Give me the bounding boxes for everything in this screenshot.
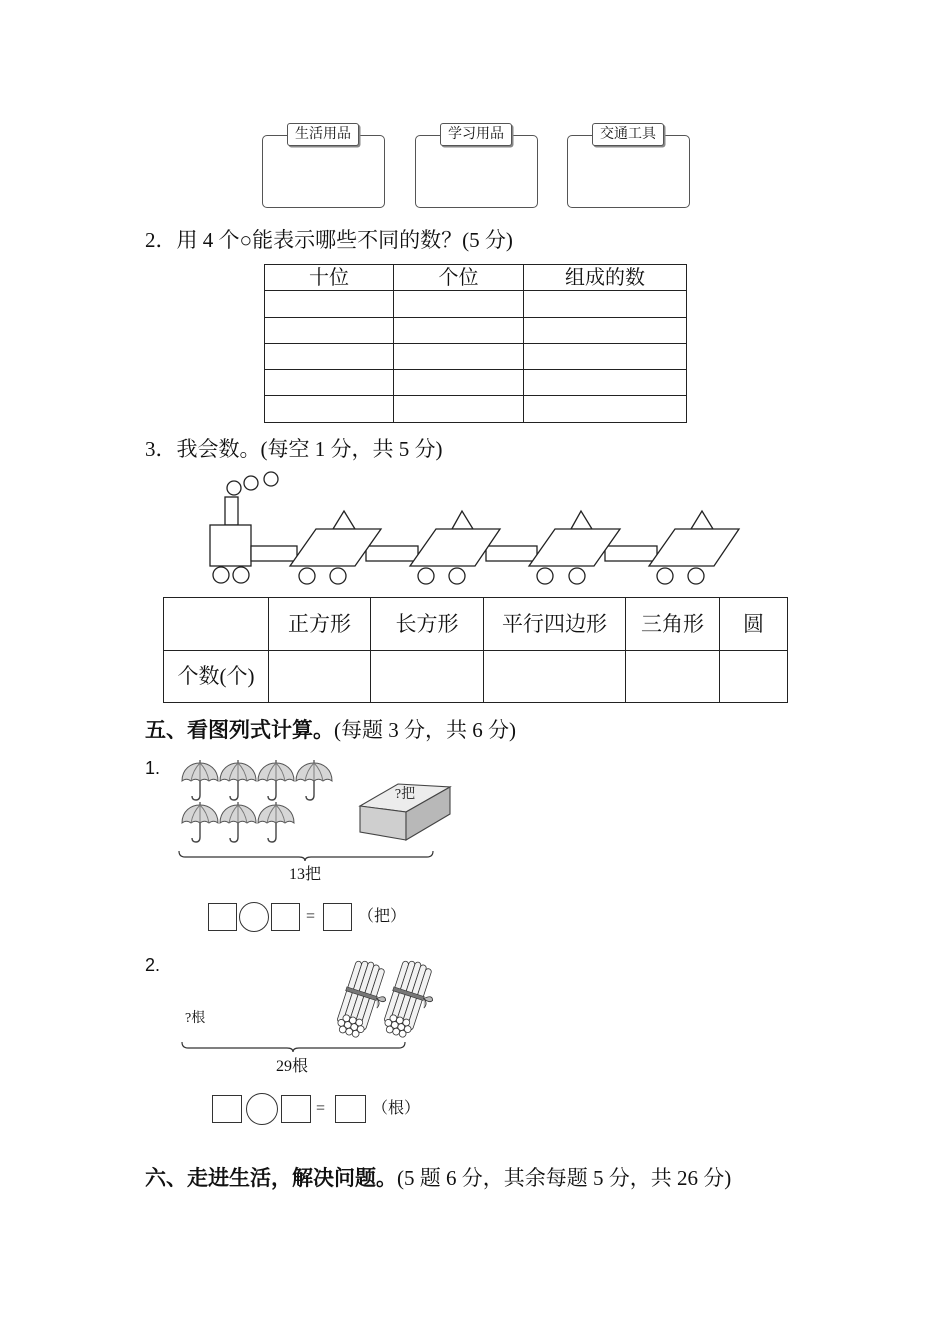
table-cell: [394, 343, 524, 369]
section-6-heading: [145, 1166, 731, 1190]
umbrella-icon: [296, 760, 332, 800]
table-cell: [524, 343, 687, 369]
table-cell: [394, 370, 524, 396]
table-row: [265, 291, 687, 317]
wheel-circle: [233, 567, 249, 583]
umbrella-icon: [220, 802, 256, 842]
wheel-circle: [688, 568, 704, 584]
wheel-circle: [537, 568, 553, 584]
table-cell: [394, 396, 524, 422]
table-header-row: [164, 598, 788, 651]
table-cell: [524, 291, 687, 317]
unknown-label: ?根: [185, 1011, 206, 1026]
answer-box: [335, 1095, 366, 1123]
category-box-study-items: [415, 127, 538, 208]
car-triangle: [691, 511, 713, 529]
shape-train-figure: [200, 465, 750, 590]
table-header-row: [265, 265, 687, 291]
connector-rectangle: [366, 546, 418, 561]
table-cell: [524, 317, 687, 343]
connector-rectangle: [605, 546, 657, 561]
car-parallelogram: [649, 529, 739, 566]
answer-box: [212, 1095, 242, 1123]
table-cell: [265, 396, 394, 422]
category-tab-label: 生活用品: [287, 123, 359, 146]
connector-rectangle: [251, 546, 297, 561]
table-cell: [484, 651, 626, 703]
table-cell: [265, 370, 394, 396]
table-row: [164, 651, 788, 703]
umbrella-icon: [182, 802, 218, 842]
wheel-circle: [569, 568, 585, 584]
table-cell: [394, 291, 524, 317]
box-label: ?把: [394, 787, 416, 802]
answer-box: [323, 903, 352, 931]
header-parallelogram: 平行四边形: [484, 598, 626, 651]
place-value-table: [264, 264, 687, 423]
problem-1-number: 1.: [145, 758, 161, 778]
section-5-title: 五、看图列式计算。: [145, 718, 334, 742]
header-rectangle: 长方形: [371, 598, 484, 651]
problem-2-number: 2.: [145, 955, 161, 975]
wheel-circle: [213, 567, 229, 583]
total-label: 29根: [275, 1058, 308, 1075]
table-row: [265, 317, 687, 343]
wheel-circle: [330, 568, 346, 584]
smoke-circle: [244, 476, 258, 490]
closed-box-figure: [352, 778, 456, 846]
connector-rectangle: [486, 546, 537, 561]
header-tens: 十位: [265, 265, 394, 291]
section-5-heading: [145, 718, 516, 742]
wheel-circle: [418, 568, 434, 584]
table-cell: [265, 343, 394, 369]
wheel-circle: [657, 568, 673, 584]
wheel-circle: [299, 568, 315, 584]
unit-label: （把）: [358, 908, 407, 925]
engine-square: [210, 525, 251, 566]
category-box-daily-items: [262, 127, 385, 208]
stick-bundles-figure: [325, 955, 450, 1045]
car-triangle: [452, 511, 473, 529]
operator-circle: [246, 1093, 278, 1125]
answer-box: [208, 903, 237, 931]
umbrella-figure: [175, 755, 335, 847]
umbrella-icon: [258, 760, 294, 800]
brace-line: [182, 1042, 405, 1052]
section-6-score: (5 题 6 分，其余每题 5 分，共 26 分): [397, 1166, 732, 1190]
question-2-text: 2．用 4 个○能表示哪些不同的数？(5 分): [145, 228, 513, 252]
car-triangle: [571, 511, 592, 529]
section-5-score: (每题 3 分，共 6 分): [334, 718, 516, 742]
smoke-circle: [264, 472, 278, 486]
equals-sign: =: [316, 1100, 326, 1117]
question-3-text: 3．我会数。(每空 1 分，共 5 分): [145, 437, 443, 461]
table-cell: [265, 291, 394, 317]
header-ones: 个位: [394, 265, 524, 291]
table-cell: [394, 317, 524, 343]
table-cell: [524, 370, 687, 396]
wheel-circle: [449, 568, 465, 584]
box-front-face: [360, 806, 406, 840]
answer-box: [271, 903, 300, 931]
answer-box: [281, 1095, 311, 1123]
stick-bundle: [380, 957, 443, 1042]
header-circle: 圆: [720, 598, 788, 651]
header-number: 组成的数: [524, 265, 687, 291]
table-cell: [371, 651, 484, 703]
smoke-circle: [227, 481, 241, 495]
shape-count-table: [163, 597, 788, 703]
table-row: [265, 396, 687, 422]
table-cell: [265, 317, 394, 343]
category-box-transport: [567, 127, 690, 208]
unit-label: （根）: [372, 1100, 421, 1117]
total-brace: [178, 1038, 410, 1058]
brace-line: [179, 851, 433, 861]
car-triangle: [333, 511, 355, 529]
equals-sign: =: [306, 908, 316, 925]
header-square: 正方形: [269, 598, 371, 651]
operator-circle: [239, 902, 269, 932]
total-brace: [175, 846, 437, 866]
category-tab-label: 交通工具: [592, 123, 664, 146]
table-cell: [269, 651, 371, 703]
table-row: [265, 343, 687, 369]
category-tab-label: 学习用品: [440, 123, 512, 146]
table-corner-cell: [164, 598, 269, 651]
table-cell: [626, 651, 720, 703]
row-label-count: 个数(个): [164, 651, 269, 703]
header-triangle: 三角形: [626, 598, 720, 651]
chimney-rectangle: [225, 497, 238, 525]
umbrella-icon: [182, 760, 218, 800]
umbrella-icon: [258, 802, 294, 842]
table-cell: [720, 651, 788, 703]
section-6-title: 六、走进生活，解决问题。: [145, 1166, 397, 1190]
umbrella-icon: [220, 760, 256, 800]
total-label: 13把: [288, 866, 321, 883]
table-row: [265, 370, 687, 396]
table-cell: [524, 396, 687, 422]
